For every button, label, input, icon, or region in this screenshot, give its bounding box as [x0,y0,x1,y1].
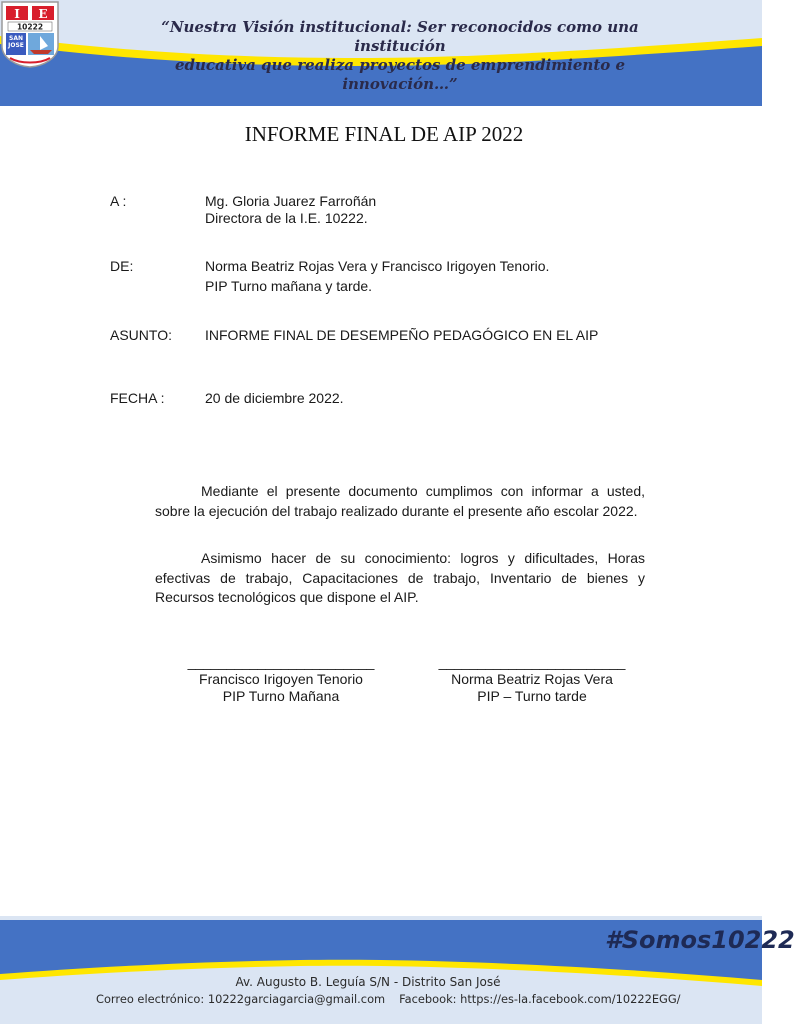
document-title: INFORME FINAL DE AIP 2022 [244,122,524,146]
recipient-name: Mg. Gloria Juarez Farroñán [205,193,377,209]
signatory-role: PIP – Turno tarde [477,688,587,704]
emblem-number: 10222 [16,22,44,32]
facebook-text: Facebook: https://es-la.facebook.com/10222EGG/ [399,992,681,1006]
contact-line [96,992,681,1006]
emblem-letter-e: E [38,7,48,21]
emblem-letter-i: I [14,7,20,21]
vision-statement [150,18,650,94]
subject-text: INFORME FINAL DE DESEMPEÑO PEDAGÓGICO EN EL AIP [205,327,599,343]
sender-names: Norma Beatriz Rojas Vera y Francisco Irigoyen Tenorio. [205,258,550,274]
to-label: A : [110,193,127,209]
emblem-name-line-2: JOSE [8,42,24,49]
date-label: FECHA : [110,390,165,406]
signature-line: ________________________ [438,654,626,670]
school-emblem-icon [0,0,60,68]
body-paragraph-2 [155,549,645,608]
signatory-name: Norma Beatriz Rojas Vera [451,671,613,687]
signature-line: ________________________ [187,654,375,670]
vision-line-1: “Nuestra Visión institucional: Ser reconocidos como una institución [161,18,639,55]
from-label: DE: [110,258,134,274]
signature-block-right [422,654,642,705]
signatory-role: PIP Turno Mañana [222,688,340,704]
letterhead-footer [0,916,795,1024]
hashtag-text: #Somos10222 [605,926,795,954]
subject-label: ASUNTO: [110,327,172,343]
date-value: 20 de diciembre 2022. [205,390,344,406]
sender-role: PIP Turno mañana y tarde. [205,278,373,294]
signature-block-left [171,654,391,705]
email-text: Correo electrónico: 10222garciagarcia@gmail.com [96,992,386,1006]
emblem-name-line-1: SAN [9,35,23,42]
school-address: Av. Augusto B. Leguía S/N - Distrito San José [235,975,501,989]
paragraph-2-text: Asimismo hacer de su conocimiento: logros y dificultades, Horas efectivas de trabajo, Capacitaciones de trabajo, Inventario de bienes y Recursos tecnológicos que dispone el AIP. [155,550,645,605]
recipient-title: Directora de la I.E. 10222. [205,210,368,226]
body-paragraph-1 [155,482,645,521]
paragraph-1-text: Mediante el presente documento cumplimos con informar a usted, sobre la ejecución del trabajo realizado durante el presente año escolar 2022. [155,483,645,519]
letterhead-header [0,0,762,106]
signatory-name: Francisco Irigoyen Tenorio [199,671,363,687]
vision-line-2: educativa que realiza proyectos de emprendimiento e innovación…” [174,56,626,93]
